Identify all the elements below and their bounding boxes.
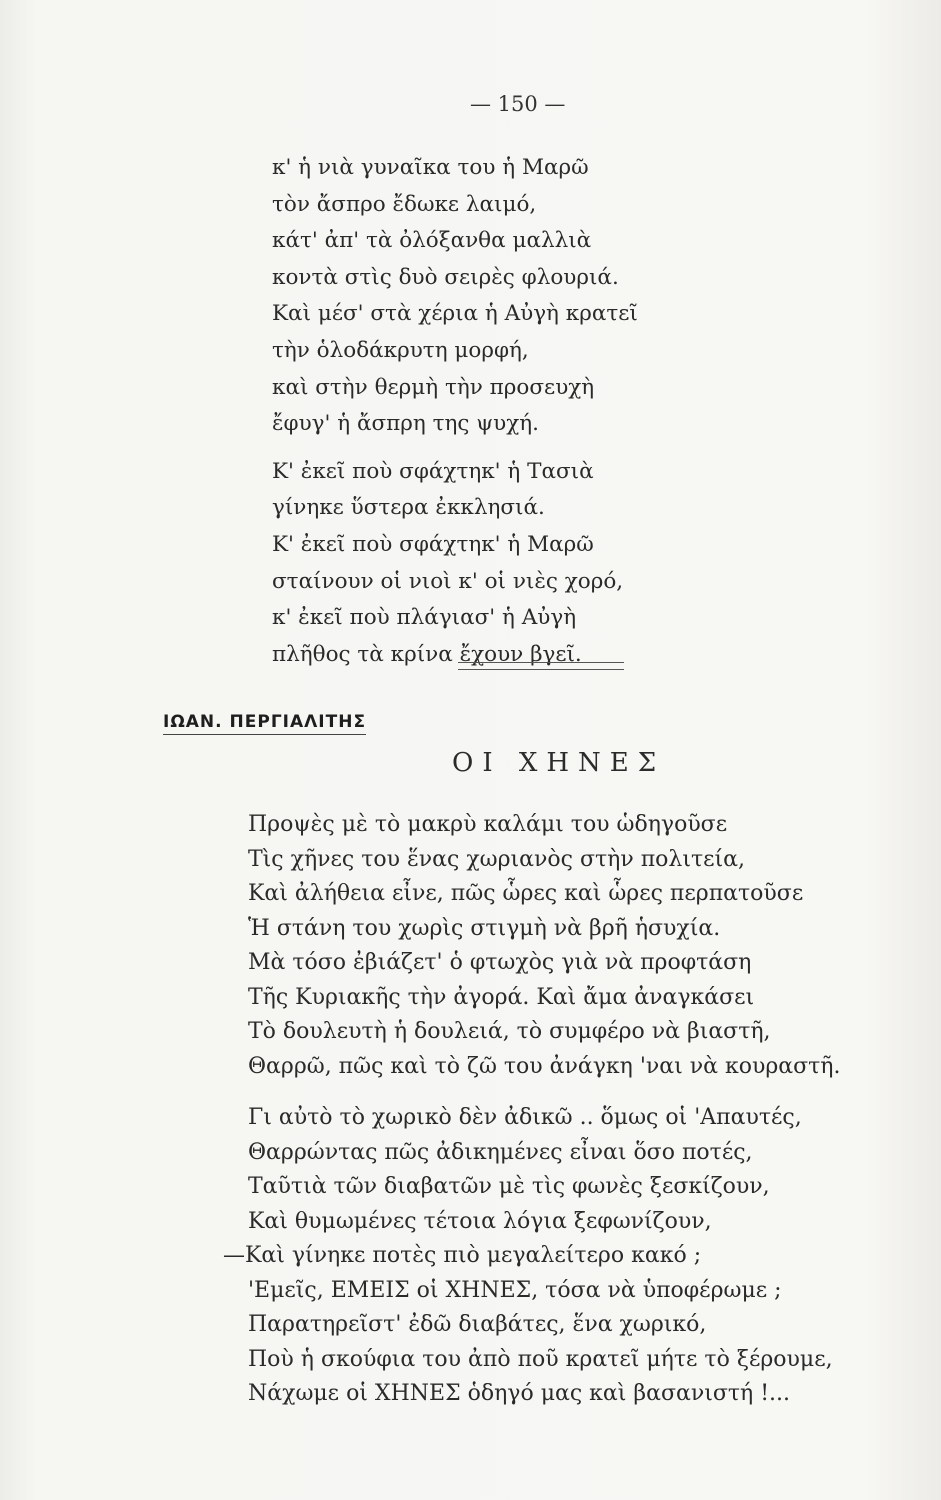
poem-continuation: [272, 150, 638, 673]
verse-line: Τὶς χῆνες του ἕνας χωριανὸς στὴν πολιτεία,: [248, 846, 746, 872]
verse-line: τὸν ἄσπρο ἔδωκε λαιμό,: [272, 191, 537, 217]
verse-line: Θαρρῶ, πῶς καὶ τὸ ζῶ του ἀνάγκη 'ναι νὰ κουραστῆ.: [248, 1053, 841, 1079]
verse-line: τὴν ὁλοδάκρυτη μορφή,: [272, 337, 529, 363]
verse-line: Θαρρώντας πῶς ἀδικημένες εἶναι ὅσο ποτές,: [248, 1139, 753, 1165]
poem-title: ΟΙ ΧΗΝΕΣ: [452, 748, 666, 778]
verse-line: σταίνουν οἱ νιοὶ κ' οἱ νιὲς χορό,: [272, 568, 624, 594]
verse-line: Κ' ἐκεῖ ποὺ σφάχτηκ' ἡ Μαρῶ: [272, 531, 594, 557]
verse-line: Νάχωμε οἱ ΧΗΝΕΣ ὁδηγό μας καὶ βασανιστή !...: [248, 1381, 791, 1406]
verse-line: πλῆθος τὰ κρίνα ἔχουν βγεῖ.: [272, 641, 582, 667]
verse-line: Καὶ θυμωμένες τέτοια λόγια ξεφωνίζουν,: [248, 1208, 712, 1234]
poem-body: [223, 808, 841, 1412]
verse-line: κ' ἡ νιὰ γυναῖκα του ἡ Μαρῶ: [272, 155, 589, 180]
verse-line: καὶ στὴν θερμὴ τὴν προσευχὴ: [272, 374, 595, 400]
verse-line: 'Εμεῖς, ΕΜΕΙΣ οἱ ΧΗΝΕΣ, τόσα νὰ ὑποφέρωμε ;: [248, 1277, 782, 1303]
verse-line: Γι αὐτὸ τὸ χωρικὸ δὲν ἀδικῶ .. ὅμως οἱ 'Απαυτές,: [248, 1105, 802, 1130]
verse-line: Ἡ στάνη του χωρὶς στιγμὴ νὰ βρῆ ἡσυχία.: [248, 915, 721, 941]
section-divider-top: [458, 662, 624, 663]
verse-line: κοντὰ στὶς δυὸ σειρὲς φλουριά.: [272, 264, 619, 290]
verse-line: κάτ' ἀπ' τὰ ὀλόξανθα μαλλιὰ: [272, 228, 592, 254]
verse-line: Μὰ τόσο ἐβιάζετ' ὁ φτωχὸς γιὰ νὰ προφτάση: [248, 950, 752, 975]
section-divider-bottom: [458, 669, 624, 670]
verse-line: Προψὲς μὲ τὸ μακρὺ καλάμι του ὡδηγοῦσε: [248, 812, 728, 837]
verse-line: ἔφυγ' ἡ ἄσπρη της ψυχή.: [272, 411, 539, 437]
verse-line: Καὶ μέσ' στὰ χέρια ἡ Αὐγὴ κρατεῖ: [272, 301, 638, 327]
verse-line: Ποὺ ἡ σκούφια του ἀπὸ ποῦ κρατεῖ μήτε τὸ ξέρουμε,: [248, 1346, 833, 1372]
verse-line: Ταῦτιὰ τῶν διαβατῶν μὲ τὶς φωνὲς ξεσκίζουν,: [248, 1174, 770, 1199]
verse-line: Παρατηρεῖστ' ἐδῶ διαβάτες, ἕνα χωρικό,: [248, 1312, 707, 1337]
page-number: — 150 —: [470, 92, 566, 116]
author-name: ΙΩΑΝ. ΠΕΡΓΙΑΛΙΤΗΣ: [163, 712, 366, 735]
verse-line: Τὸ δουλευτὴ ἡ δουλειά, τὸ συμφέρο νὰ βιαστῆ,: [248, 1019, 771, 1044]
verse-line: κ' ἐκεῖ ποὺ πλάγιασ' ἡ Αὐγὴ: [272, 605, 577, 631]
verse-line: Καὶ ἀλήθεια εἶνε, πῶς ὧρες καὶ ὧρες περπατοῦσε: [248, 881, 804, 906]
verse-line: —Καὶ γίνηκε ποτὲς πιὸ μεγαλείτερο κακό ;: [223, 1243, 702, 1268]
verse-line: Τῆς Κυριακῆς τὴν ἀγορά. Καὶ ἄμα ἀναγκάσει: [248, 984, 755, 1010]
verse-line: γίνηκε ὕστερα ἐκκλησιά.: [272, 495, 545, 521]
verse-line: Κ' ἐκεῖ ποὺ σφάχτηκ' ἡ Τασιὰ: [272, 458, 594, 484]
